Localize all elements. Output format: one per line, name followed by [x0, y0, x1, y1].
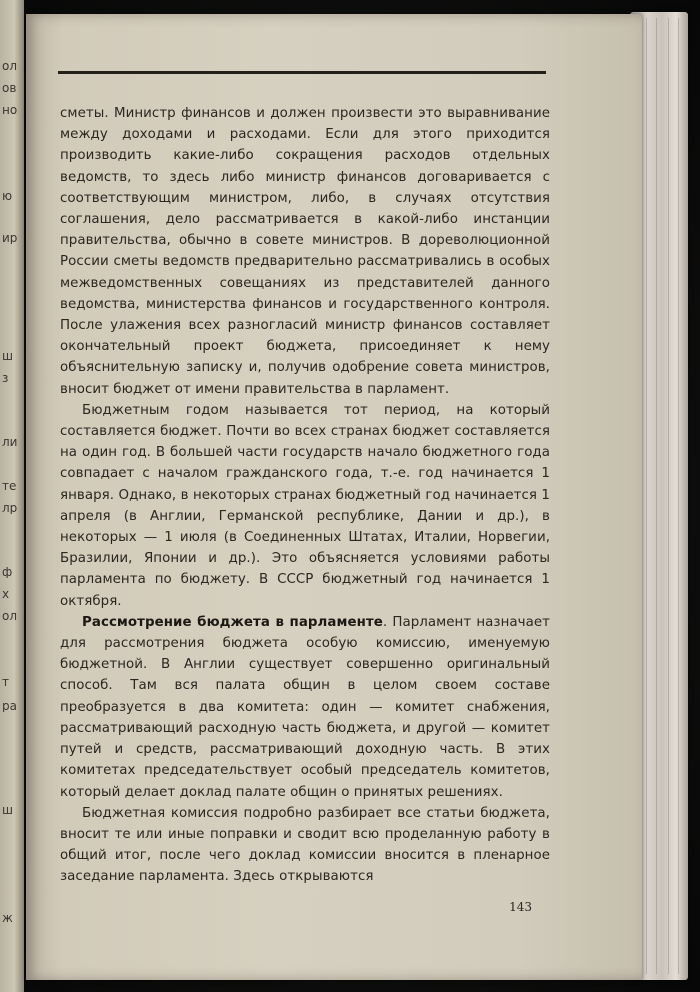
page-number: 143 — [509, 900, 532, 914]
header-rule — [58, 71, 546, 74]
paragraph-budget-balancing: сметы. Министр финансов и должен произвести это выравнивание между доходами и расходами. Если для этого приходится производить какие-либо сокращения расходов отдельных ведомств, то здесь либо министр финансов договаривается с соответствующим министром, либо, в случаях отсутствия соглашения, дело рассматривается в какой-либо инстанции правительства, обычно в совете министров. В дореволюционной России сметы ведомств предварительно рассматривались в особых межведомственных совещаниях из представителей данного ведомства, министерства финансов и государственного контроля. После улажения всех разногласий министр финансов составляет окончательный проект бюджета, присоединяет к нему объяснительную записку и, получив одобрение совета министров, вносит бюджет от имени правительства в парламент. — [60, 106, 550, 397]
facing-page-text: х — [2, 588, 10, 600]
facing-page-text: ю — [2, 190, 13, 202]
facing-page-edge — [0, 0, 24, 992]
facing-page-text: з — [2, 372, 9, 384]
facing-page-text: ли — [2, 436, 18, 448]
facing-page-text: ш — [2, 804, 13, 816]
facing-page-text: ш — [2, 350, 13, 362]
facing-page-text: ф — [2, 566, 13, 578]
facing-page-text: ра — [2, 700, 17, 712]
facing-page-text: лр — [2, 502, 18, 514]
facing-page-text: но — [2, 104, 18, 116]
paragraph-budget-commission: Бюджетная комиссия подробно разбирает все статьи бюджета, вносит те или иные поправки и сводит всю проделанную работу в общий итог, после чего доклад комиссии вносится в пленарное заседание парламента. Здесь открываются — [60, 805, 550, 885]
facing-page-text: ов — [2, 82, 17, 94]
facing-page-text: ир — [2, 232, 18, 244]
facing-page-text: те — [2, 480, 17, 492]
book-page — [26, 14, 642, 980]
facing-page-text: ол — [2, 610, 18, 622]
facing-page-text: ол — [2, 60, 18, 72]
paragraph-parliament-review-text: . Парламент назначает для рассмотрения бюджета особую комиссию, именуемую бюджетной. В Англии существует совершенно оригинальный способ. Там вся палата общин в целом своем составе преобразуется в два комитета: один — комитет снабжения, рассматривающий расходную часть бюджета, и другой — комитет путей и средств, рассматривающий доходную часть. В этих комитетах председательствует особый председатель комитетов, который делает доклад палате общин о принятых решениях. — [60, 614, 551, 800]
paragraph-parliament-review — [60, 612, 550, 803]
section-heading: Рассмотрение бюджета в парламенте — [82, 614, 383, 630]
body-text — [60, 103, 550, 888]
facing-page-text: ж — [2, 912, 13, 924]
paragraph-budget-year: Бюджетным годом называется тот период, на который составляется бюджет. Почти во всех странах бюджет составляется на один год. В большей части государств начало бюджетного года совпадает с началом гражданского года, т.-е. год начинается 1 января. Однако, в некоторых странах бюджетный год начинается 1 апреля (в Англии, Германской республике, Дании и др.), в некоторых — 1 июля (в Соединенных Штатах, Италии, Норвегии, Бразилии, Японии и др.). Это объясняется условиями работы парламента по бюджету. В СССР бюджетный год начинается 1 октября. — [60, 402, 550, 609]
facing-page-text: т — [2, 676, 9, 688]
